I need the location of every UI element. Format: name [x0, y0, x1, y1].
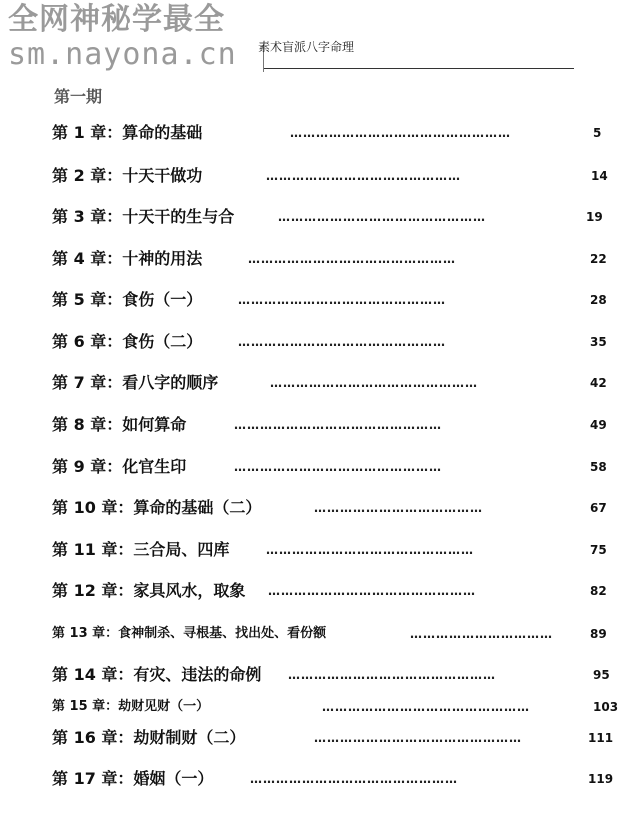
toc-page-number: 82 [590, 584, 607, 598]
watermark-title: 全网神秘学最全 [8, 2, 225, 37]
toc-page-number: 49 [590, 418, 607, 432]
toc-page-number: 111 [588, 731, 614, 745]
toc-page-number: 28 [590, 293, 607, 307]
toc-leader-dots: ………………………………………… [266, 543, 474, 557]
toc-leader-dots: ………………………………………… [234, 460, 442, 474]
toc-leader-dots: …………………………… [410, 627, 553, 641]
toc-page-number: 75 [590, 543, 607, 557]
toc-page-number: 5 [593, 126, 602, 140]
toc-page-number: 42 [590, 376, 607, 390]
toc-chapter-label: 第 17 章：婚姻（一） [52, 769, 214, 788]
toc-chapter-label: 第 12 章：家具风水，取象 [52, 581, 246, 600]
toc-page-number: 67 [590, 501, 607, 515]
toc-leader-dots: ……………………………………… [266, 169, 461, 183]
toc-chapter-label: 第 15 章：劫财见财（一） [52, 699, 210, 714]
toc-page-number: 35 [590, 335, 607, 349]
toc-leader-dots: ………………………………………… [234, 418, 442, 432]
toc-page-number: 19 [586, 210, 603, 224]
toc-leader-dots: …………………………………………… [290, 126, 511, 140]
toc-chapter-label: 第 8 章：如何算命 [52, 415, 187, 434]
toc-leader-dots: ………………………………………… [288, 668, 496, 682]
toc-leader-dots: ………………………………………… [250, 772, 458, 786]
toc-chapter-label: 第 9 章：化官生印 [52, 457, 187, 476]
toc-leader-dots: ………………………………………… [314, 731, 522, 745]
toc-chapter-label: 第 14 章：有灾、违法的命例 [52, 665, 262, 684]
toc-chapter-label: 第 7 章：看八字的顺序 [52, 373, 219, 392]
watermark-url: sm.nayona.cn [8, 37, 237, 72]
toc-chapter-label: 第 13 章：食神制杀、寻根基、找出处、看份额 [52, 626, 327, 641]
header-rule [264, 68, 574, 69]
toc-leader-dots: ………………………………………… [270, 376, 478, 390]
toc-page-number: 89 [590, 627, 607, 641]
toc-chapter-label: 第 5 章：食伤（一） [52, 290, 203, 309]
toc-page-number: 58 [590, 460, 607, 474]
toc-leader-dots: ………………………………………… [278, 210, 486, 224]
toc-page-number: 119 [588, 772, 614, 786]
toc-page-number: 14 [591, 169, 608, 183]
toc-page-number: 95 [593, 668, 610, 682]
toc-chapter-label: 第 16 章：劫财制财（二） [52, 728, 246, 747]
toc-chapter-label: 第 2 章：十天干做功 [52, 166, 203, 185]
toc-leader-dots: ………………………………………… [322, 700, 530, 714]
toc-chapter-label: 第 10 章：算命的基础（二） [52, 498, 262, 517]
watermark [8, 2, 237, 72]
toc-leader-dots: ………………………………… [314, 501, 483, 515]
toc-page-number: 22 [590, 252, 607, 266]
toc-chapter-label: 第 11 章：三合局、四库 [52, 540, 230, 559]
running-header: 素术盲派八字命理 [258, 40, 355, 54]
toc-chapter-label: 第 3 章：十天干的生与合 [52, 207, 235, 226]
toc-leader-dots: ………………………………………… [268, 584, 476, 598]
toc-leader-dots: ………………………………………… [238, 293, 446, 307]
issue-title: 第一期 [54, 87, 103, 106]
toc-leader-dots: ………………………………………… [238, 335, 446, 349]
toc-chapter-label: 第 4 章：十神的用法 [52, 249, 203, 268]
toc-page-number: 103 [593, 700, 618, 714]
toc-leader-dots: ………………………………………… [248, 252, 456, 266]
toc-chapter-label: 第 1 章：算命的基础 [52, 123, 203, 142]
toc-chapter-label: 第 6 章：食伤（二） [52, 332, 203, 351]
